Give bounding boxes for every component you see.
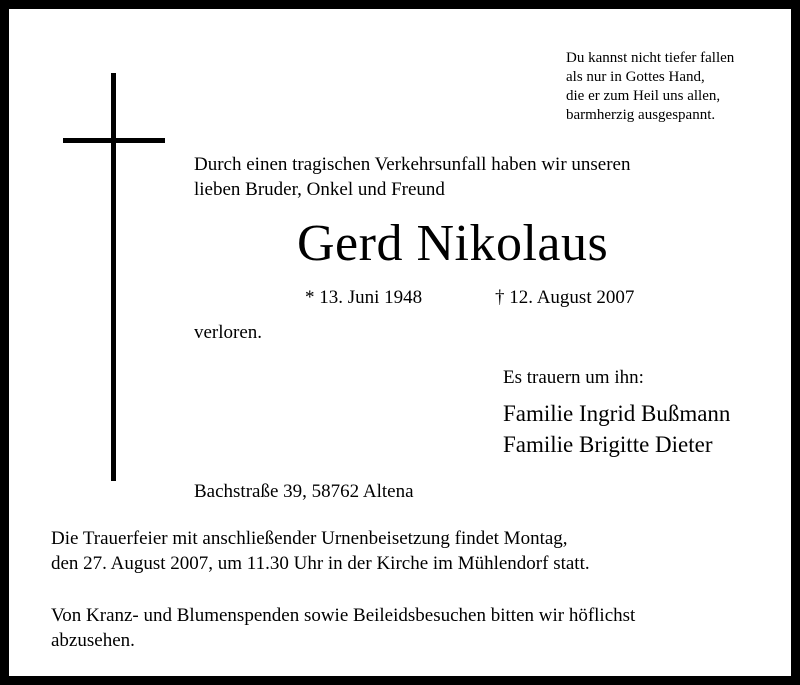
verse-line: die er zum Heil uns allen, xyxy=(566,88,721,104)
donations-note xyxy=(51,603,635,653)
deceased-name: Gerd Nikolaus xyxy=(297,215,609,272)
cross-vertical-bar xyxy=(111,73,116,481)
lost-text: verloren. xyxy=(194,322,263,343)
verse-line: Du kannst nicht tiefer fallen xyxy=(566,50,735,66)
verse-line: barmherzig ausgespannt. xyxy=(566,107,716,123)
address: Bachstraße 39, 58762 Altena xyxy=(194,481,414,502)
funeral-line: Die Trauerfeier mit anschließender Urnenbeisetzung findet Montag, xyxy=(51,528,568,549)
verse xyxy=(566,49,734,125)
mourners-heading: Es trauern um ihn: xyxy=(503,367,644,388)
mourner-family: Familie Brigitte Dieter xyxy=(503,432,713,457)
mourner-family: Familie Ingrid Bußmann xyxy=(503,401,731,426)
donations-line: Von Kranz- und Blumenspenden sowie Beileidsbesuchen bitten wir höflichst xyxy=(51,605,636,626)
donations-line: abzusehen. xyxy=(51,630,135,651)
verse-line: als nur in Gottes Hand, xyxy=(566,69,705,85)
cross-horizontal-bar xyxy=(63,138,165,143)
intro-text xyxy=(194,152,631,202)
intro-line: lieben Bruder, Onkel und Freund xyxy=(194,179,445,200)
birth-date: * 13. Juni 1948 xyxy=(305,287,423,308)
funeral-line: den 27. August 2007, um 11.30 Uhr in der Kirche im Mühlendorf statt. xyxy=(51,553,590,574)
death-date: † 12. August 2007 xyxy=(495,287,635,308)
intro-line: Durch einen tragischen Verkehrsunfall haben wir unseren xyxy=(194,154,631,175)
funeral-info xyxy=(51,526,590,576)
